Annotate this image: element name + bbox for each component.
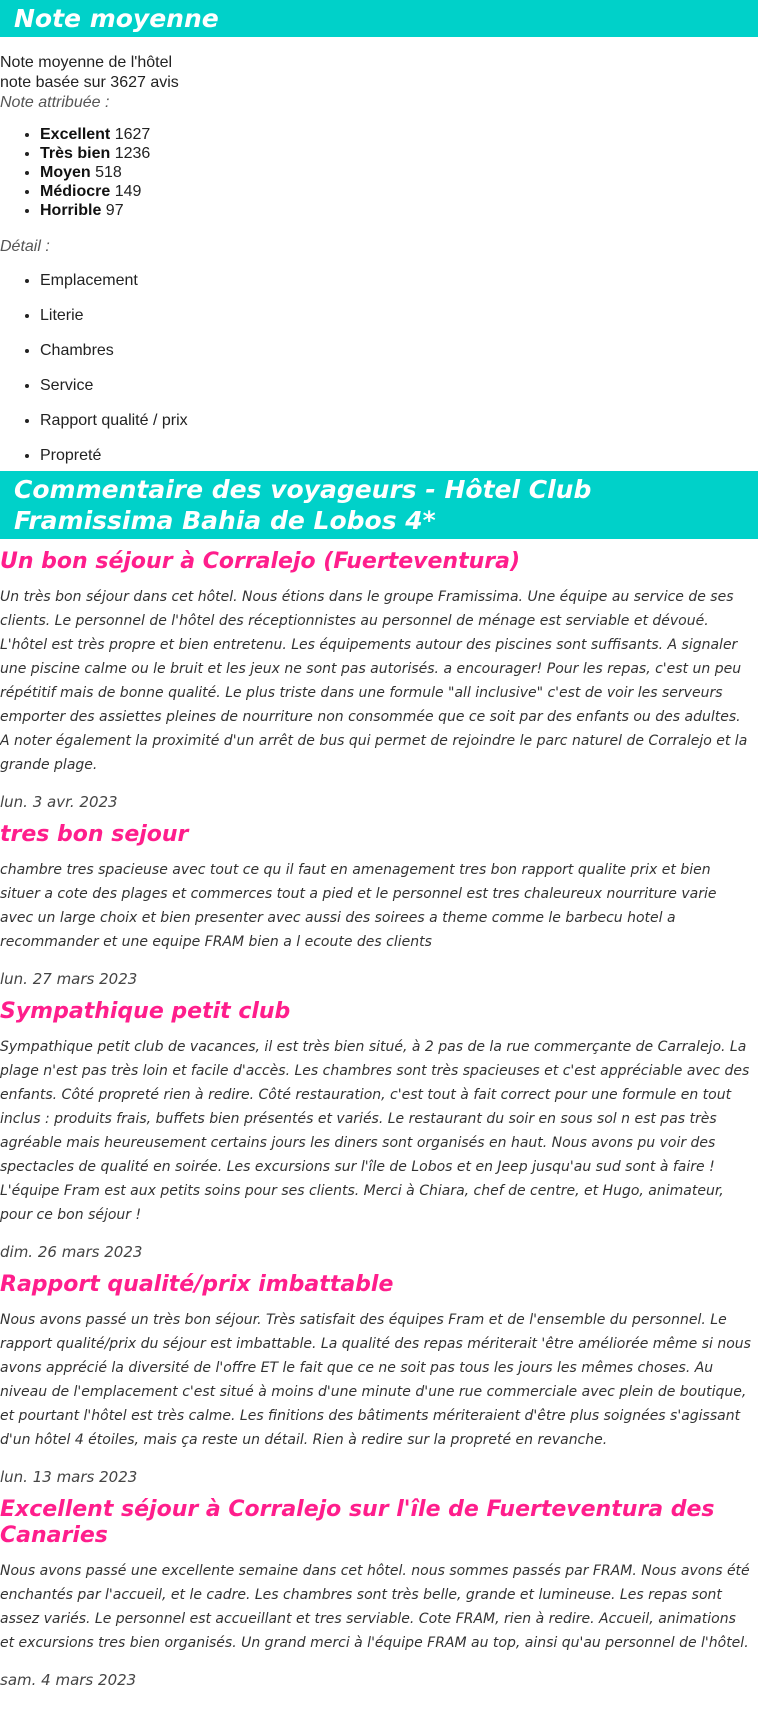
given-label: Note attribuée : (0, 94, 110, 111)
average-summary (0, 37, 758, 113)
review-title: Rapport qualité/prix imbattable (0, 1272, 394, 1297)
hotel-average-label: Note moyenne de l'hôtel (0, 54, 173, 71)
rating-label: Médiocre (40, 183, 111, 200)
rating-item (40, 182, 758, 201)
ratings-list (0, 125, 758, 220)
rating-count: 1627 (114, 126, 151, 143)
review (0, 822, 758, 989)
detail-item-cleanliness: • Propreté (40, 446, 758, 465)
based-on-count: note basée sur 3627 avis (0, 74, 179, 91)
detail-item-value: • Rapport qualité / prix (40, 411, 758, 430)
review (0, 999, 758, 1262)
rating-item (40, 125, 758, 144)
rating-item (40, 201, 758, 220)
review-body: Nous avons passé une excellente semaine dans cet hôtel. nous sommes passés par FRAM. Nous avons été enchantés par l'accueil, et le cadre. Les chambres sont très belle, grande et lumineuse. Les repas sont assez variés. Le personnel est accueillant et tres serviable. Cote FRAM, rien à redire. Accueil, animations et excursions tres bien organisés. Un grand merci à l'équipe FRAM au top, ainsi qu'au personnel de l'hôtel. (0, 1563, 750, 1651)
review-title: tres bon sejour (0, 822, 189, 847)
review-body: Sympathique petit club de vacances, il est très bien situé, à 2 pas de la rue commerçante de Carralejo. La plage n'est pas très loin et facile d'accès. Les chambres sont très spacieuses et c'est appréciable avec des enfants. Côté propreté rien à redire. Côté restauration, c'est tout à fait correct pour une formule en tout inclus : produits frais, buffets bien présentés et variés. Le restaurant du soir en sous sol n est pas très agréable mais heureusement certains jours les diners sont organisés en haut. Nous avons pu voir des spectacles de qualité en soirée. Les excursions sur l'île de Lobos et en Jeep jusqu'au sud sont à faire ! L'équipe Fram est aux petits soins pour ses clients. Merci à Chiara, chef de centre, et Hugo, animateur, pour ce bon séjour ! (0, 1039, 750, 1223)
review-body: Nous avons passé un très bon séjour. Très satisfait des équipes Fram et de l'ensemble du personnel. Le rapport qualité/prix du séjour est imbattable. La qualité des repas mériterait 'être améliorée même si nous avons apprécié la diversité de l'offre ET le fait que ce ne soit pas tous les jours les mêmes choses. Au niveau de l'emplacement c'est situé à moins d'une minute d'une rue commerciale avec plein de boutique, et pourtant l'hôtel est très calme. Les finitions des bâtiments mériteraient d'être plus soignées s'agissant d'un hôtel 4 étoiles, mais ça reste un détail. Rien à redire sur la propreté en revanche. (0, 1312, 751, 1448)
review-date: lun. 13 mars 2023 (0, 1468, 138, 1486)
review-title: Excellent séjour à Corralejo sur l'île de Fuerteventura des Canaries (0, 1497, 715, 1548)
rating-label: Moyen (40, 164, 91, 181)
comments-heading: Commentaire des voyageurs - Hôtel Club Framissima Bahia de Lobos 4* (0, 471, 758, 539)
detail-item-service: • Service (40, 376, 758, 395)
detail-label: Détail : (0, 238, 50, 255)
detail-item-bedding: • Literie (40, 306, 758, 325)
review-date: dim. 26 mars 2023 (0, 1243, 143, 1261)
details-list (0, 271, 758, 465)
review (0, 1272, 758, 1487)
rating-item (40, 163, 758, 182)
review-date: lun. 3 avr. 2023 (0, 793, 118, 811)
rating-label: Excellent (40, 126, 111, 143)
review-body: Un très bon séjour dans cet hôtel. Nous étions dans le groupe Framissima. Une équipe au service de ses clients. Le personnel de l'hôtel des réceptionnistes au personnel de ménage est serviable et dévoué. L'hôtel est très propre et bien entretenu. Les équipements autour des piscines sont suffisants. A signaler une piscine calme ou le bruit et les jeux ne sont pas autorisés. a encourager! Pour les repas, c'est un peu répétitif mais de bonne qualité. Le plus triste dans une formule "all inclusive" c'est de voir les serveurs emporter des assiettes pleines de nourriture non consommée que ce soit par des enfants ou des adultes. A noter également la proximité d'un arrêt de bus qui permet de rejoindre le parc naturel de Corralejo et la grande plage. (0, 589, 748, 773)
review (0, 1497, 758, 1690)
review (0, 549, 758, 812)
review-date: sam. 4 mars 2023 (0, 1671, 137, 1689)
detail-item-rooms: • Chambres (40, 341, 758, 360)
rating-count: 149 (114, 183, 142, 200)
review-title: Sympathique petit club (0, 999, 291, 1024)
review-title: Un bon séjour à Corralejo (Fuerteventura) (0, 549, 520, 574)
average-heading: Note moyenne (0, 0, 758, 37)
review-body: chambre tres spacieuse avec tout ce qu il faut en amenagement tres bon rapport qualite prix et bien situer a cote des plages et commerces tout a pied et le personnel est tres chaleureux nourriture varie avec un large choix et bien presenter avec aussi des soirees a theme comme le barbecu hotel a recommander et une equipe FRAM bien a l ecoute des clients (0, 862, 717, 950)
rating-label: Très bien (40, 145, 111, 162)
review-date: lun. 27 mars 2023 (0, 970, 138, 988)
rating-count: 518 (95, 164, 122, 181)
detail-item-location: • Emplacement (40, 271, 758, 290)
rating-count: 1236 (114, 145, 151, 162)
rating-item (40, 144, 758, 163)
rating-label: Horrible (40, 202, 102, 219)
rating-count: 97 (105, 202, 124, 219)
